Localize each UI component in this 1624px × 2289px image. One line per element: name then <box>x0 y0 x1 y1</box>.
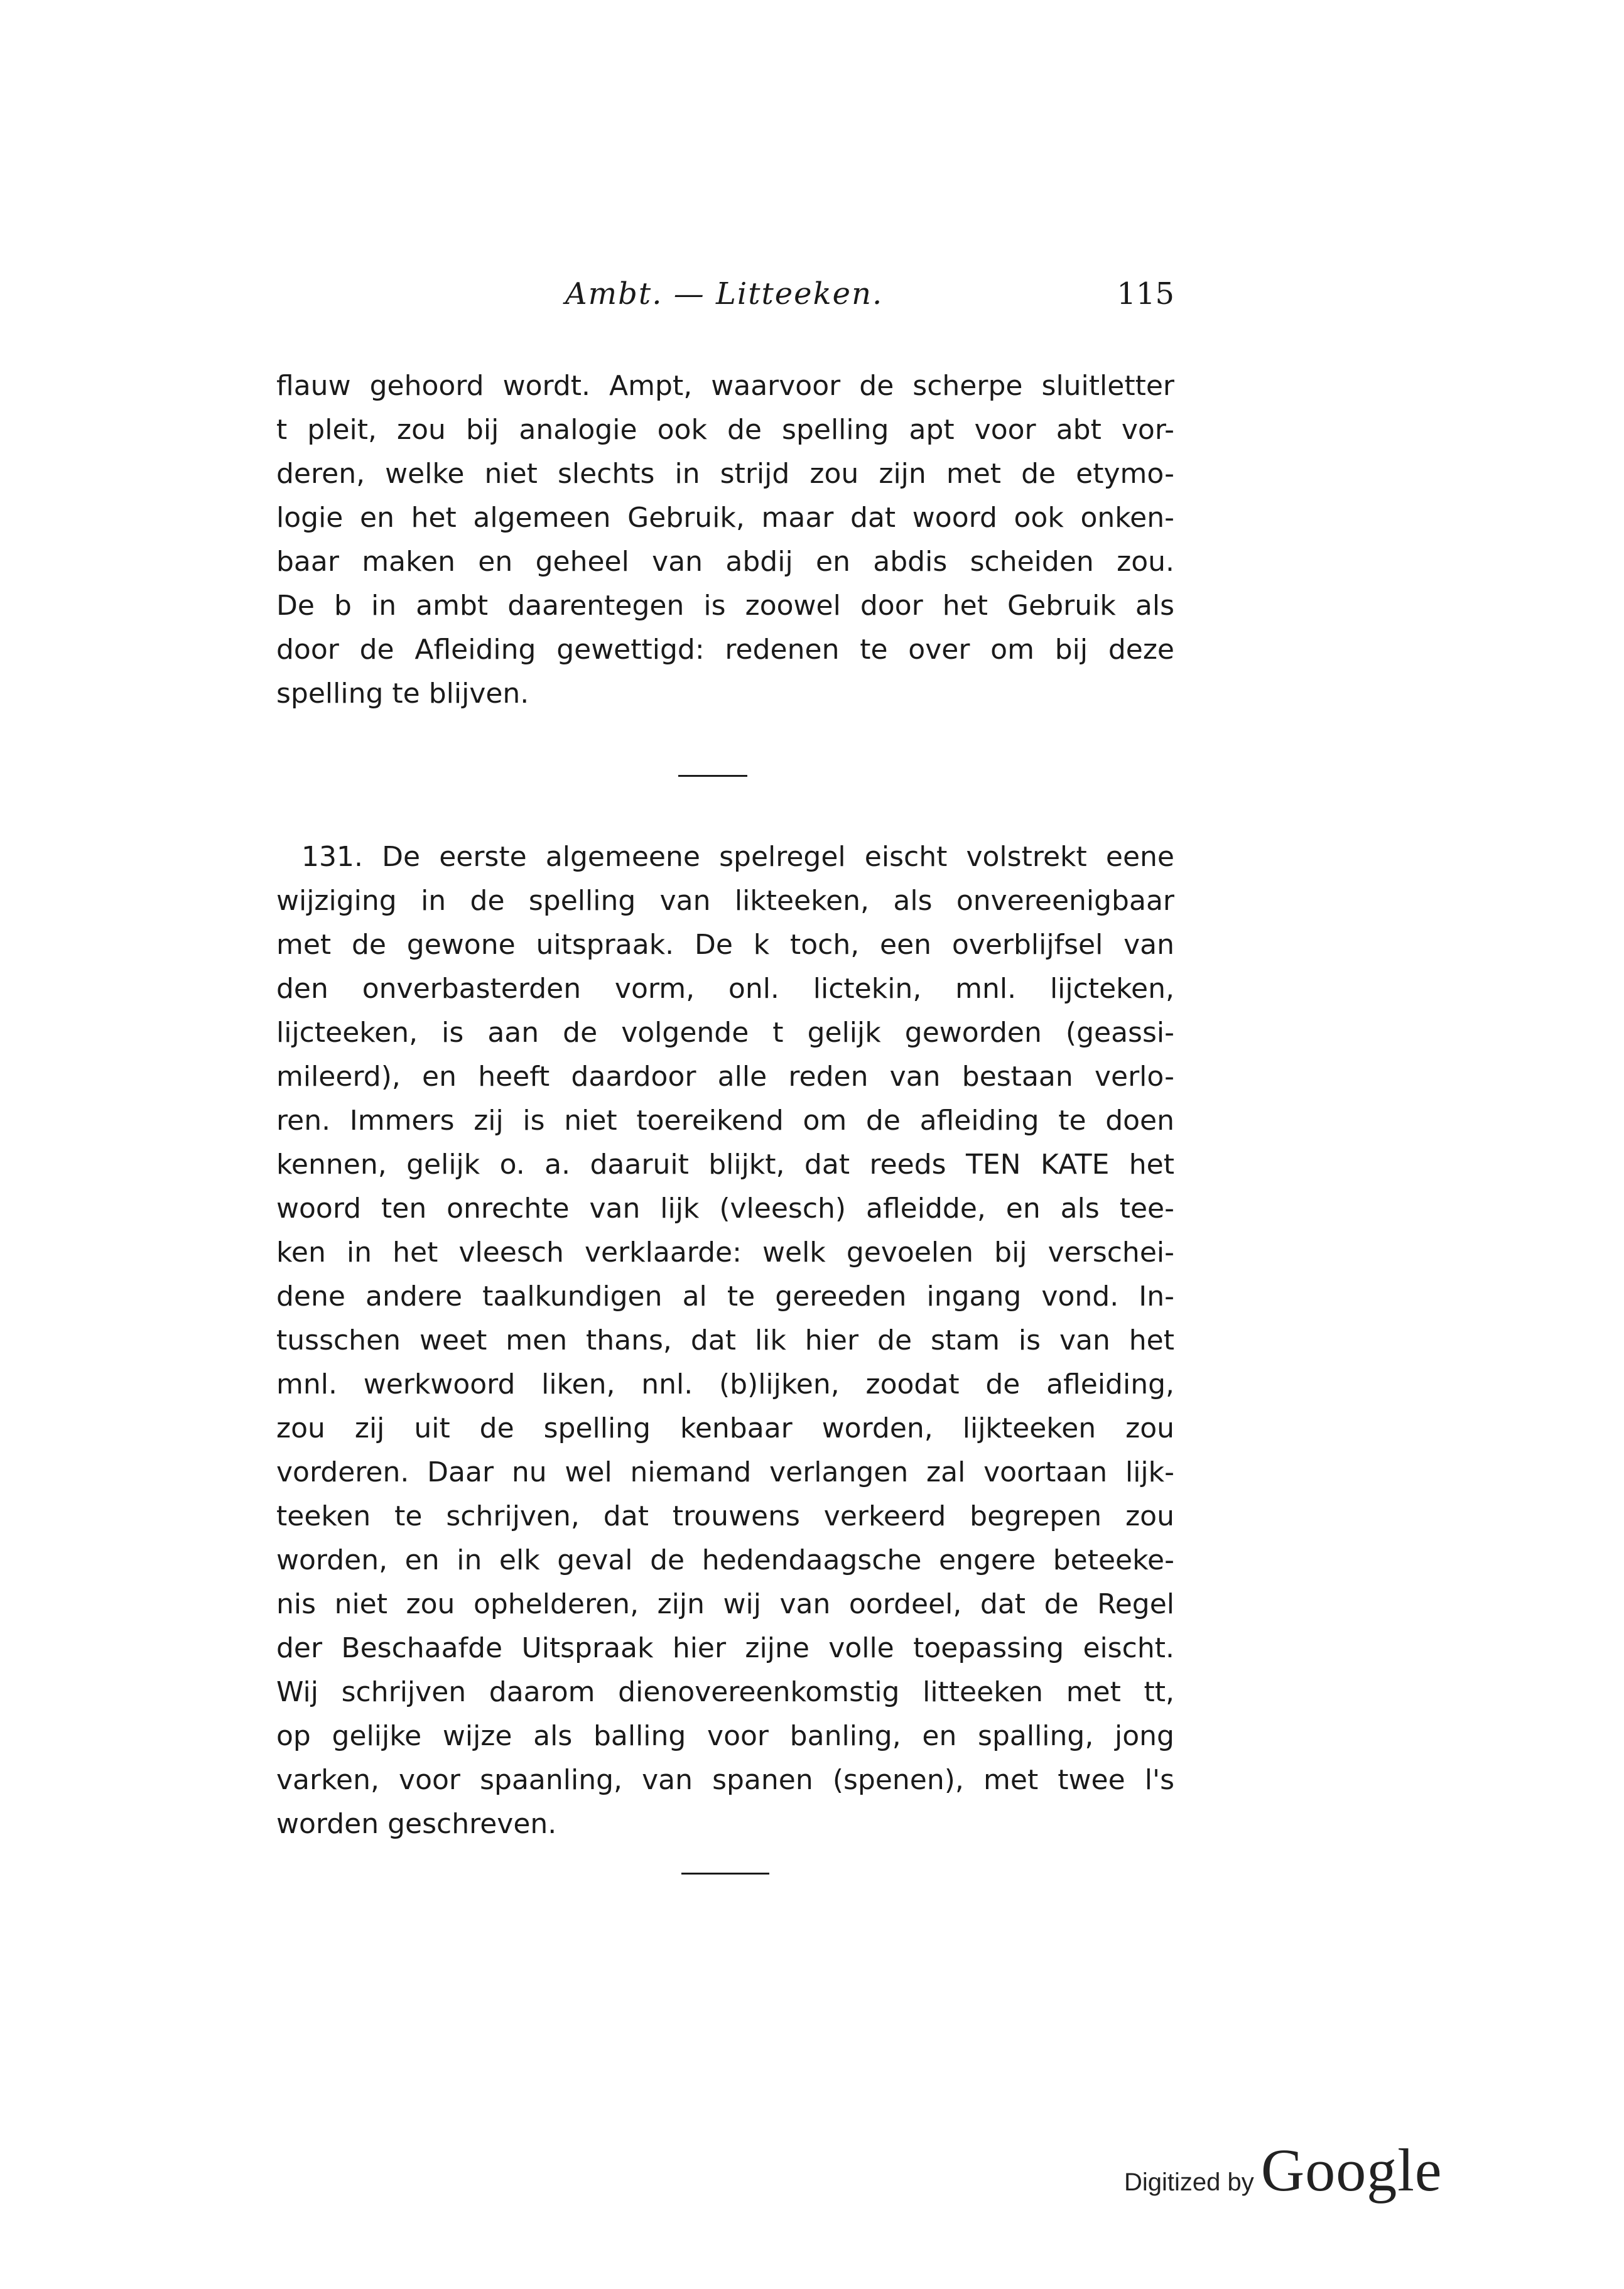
end-divider <box>681 1873 769 1875</box>
text-line: dene andere taalkundigen al te gereeden ingang vond. In- <box>276 1280 1174 1312</box>
text-line: logie en het algemeen Gebruik, maar dat woord ook onken- <box>276 502 1174 534</box>
text-line: met de gewone uitspraak. De k toch, een overblijfsel van <box>276 929 1174 961</box>
section-divider <box>678 775 747 777</box>
text-line: vorderen. Daar nu wel niemand verlangen zal voortaan lijk- <box>276 1456 1174 1488</box>
text-line: ren. Immers zij is niet toereikend om de afleiding te doen <box>276 1105 1174 1137</box>
text-line: nis niet zou ophelderen, zijn wij van oordeel, dat de Regel <box>276 1588 1174 1620</box>
text-line: ken in het vleesch verklaarde: welk gevoelen bij verschei- <box>276 1236 1174 1269</box>
section-131 <box>276 835 1174 1846</box>
text-line: woord ten onrechte van lijk (vleesch) afleidde, en als tee- <box>276 1193 1174 1225</box>
text-line: worden, en in elk geval de hedendaagsche engere beteeke- <box>276 1544 1174 1576</box>
text-line: 131. De eerste algemeene spelregel eischt volstrekt eene <box>301 841 1174 873</box>
text-line: spelling te blijven. <box>276 678 529 710</box>
text-line: deren, welke niet slechts in strijd zou zijn met de etymo- <box>276 458 1174 490</box>
text-line: lijcteeken, is aan de volgende t gelijk geworden (geassi- <box>276 1017 1174 1049</box>
text-line: t pleit, zou bij analogie ook de spelling apt voor abt vor- <box>276 414 1174 446</box>
text-line: varken, voor spaanling, van spanen (spenen), met twee l's <box>276 1764 1174 1796</box>
text-line: De b in ambt daarentegen is zoowel door het Gebruik als <box>276 590 1174 622</box>
running-head <box>276 276 1174 327</box>
page-number: 115 <box>1117 276 1174 311</box>
text-line: teeken te schrijven, dat trouwens verkeerd begrepen zou <box>276 1500 1174 1532</box>
text-line: Wij schrijven daarom dienovereenkomstig litteeken met tt, <box>276 1676 1174 1708</box>
text-line: mnl. werkwoord liken, nnl. (b)lijken, zoodat de afleiding, <box>276 1368 1174 1400</box>
text-line: zou zij uit de spelling kenbaar worden, lijkteeken zou <box>276 1412 1174 1444</box>
google-logo: Google <box>1260 2136 1443 2204</box>
text-line: wijziging in de spelling van likteeken, als onvereenigbaar <box>276 885 1174 917</box>
text-line: op gelijke wijze als balling voor banling, en spalling, jong <box>276 1720 1174 1752</box>
text-line: baar maken en geheel van abdij en abdis scheiden zou. <box>276 546 1174 578</box>
text-line: kennen, gelijk o. a. daaruit blijkt, dat reeds TEN KATE het <box>276 1149 1174 1181</box>
text-line: den onverbasterden vorm, onl. lictekin, mnl. lijcteken, <box>276 973 1174 1005</box>
digitized-by-label: Digitized by <box>1124 2168 1254 2196</box>
text-line: flauw gehoord wordt. Ampt, waarvoor de scherpe sluitletter <box>276 370 1174 402</box>
running-title: Ambt. — Litteeken. <box>565 276 884 311</box>
text-line: der Beschaafde Uitspraak hier zijne volle toepassing eischt. <box>276 1632 1174 1664</box>
text-line: worden geschreven. <box>276 1808 557 1840</box>
text-line: door de Afleiding gewettigd: redenen te over om bij deze <box>276 634 1174 666</box>
paragraph-continued <box>276 364 1174 716</box>
text-line: mileerd), en heeft daardoor alle reden van bestaan verlo- <box>276 1061 1174 1093</box>
text-line: tusschen weet men thans, dat lik hier de stam is van het <box>276 1324 1174 1356</box>
digitized-by-google-watermark <box>1124 2135 1442 2204</box>
